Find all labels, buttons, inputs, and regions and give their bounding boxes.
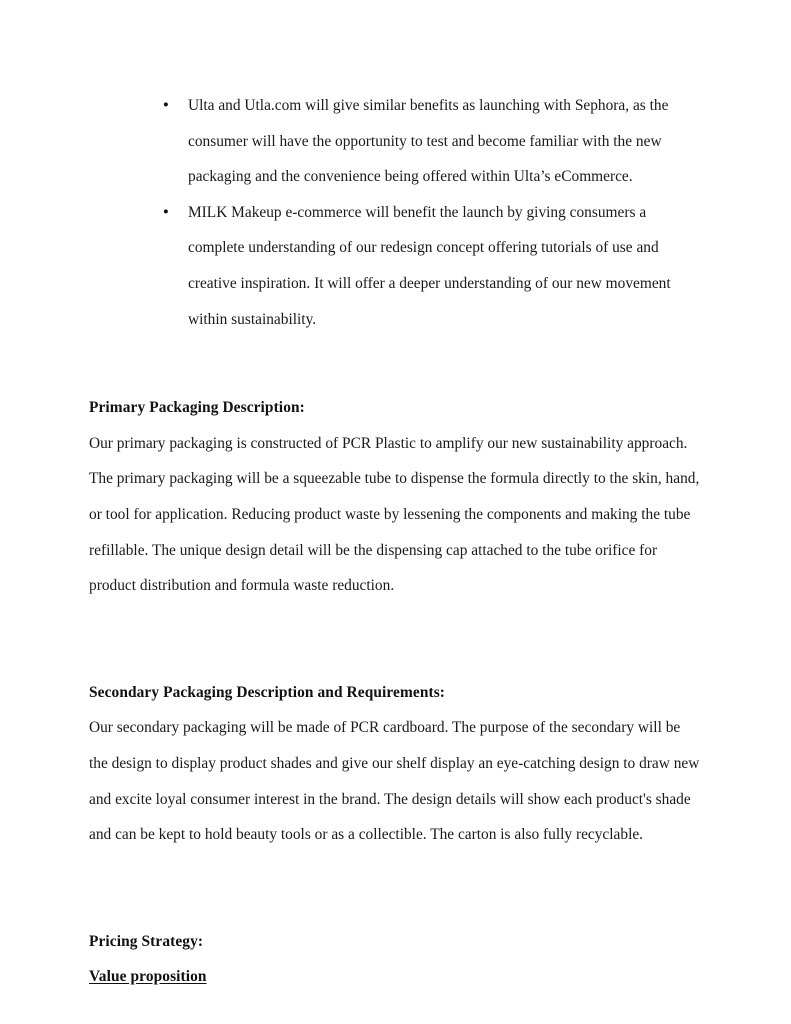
spacer xyxy=(89,337,702,390)
list-item: ● Ulta and Utla.com will give similar benefits as launching with Sephora, as the consumer will have the opportunity to test and become familiar with the new packaging and the convenience being offered within Ulta’s eCommerce. xyxy=(89,88,702,195)
value-proposition-subheading: Value proposition xyxy=(89,968,207,986)
section-body: Our primary packaging is constructed of PCR Plastic to amplify our new sustainability approach. The primary packaging will be a squeezable tube to dispense the formula directly to the skin, hand, or tool for application. Reducing product waste by lessening the components and making the tube refillable. The unique design detail will be the dispensing cap attached to the tube orifice for product distribution and formula waste reduction. xyxy=(89,434,700,595)
section-pricing-strategy xyxy=(89,924,702,995)
document-content xyxy=(89,88,702,995)
spacer xyxy=(89,853,702,924)
section-heading: Secondary Packaging Description and Requirements: xyxy=(89,683,446,701)
section-secondary-packaging xyxy=(89,675,702,853)
spacer xyxy=(89,604,702,675)
pricing-strategy-heading: Pricing Strategy: xyxy=(89,932,204,950)
section-heading: Primary Packaging Description: xyxy=(89,399,305,417)
benefits-bullet-list xyxy=(89,88,702,337)
section-primary-packaging xyxy=(89,390,702,604)
section-body: Our secondary packaging will be made of PCR cardboard. The purpose of the secondary will be the design to display product shades and give our shelf display an eye-catching design to draw new and excite loyal consumer interest in the brand. The design details will show each product's shade and can be kept to hold beauty tools or as a collectible. The carton is also fully recyclable. xyxy=(89,719,700,844)
list-item: ● MILK Makeup e-commerce will benefit the launch by giving consumers a complete understanding of our redesign concept offering tutorials of use and creative inspiration. It will offer a deeper understanding of our new movement within sustainability. xyxy=(89,195,702,337)
